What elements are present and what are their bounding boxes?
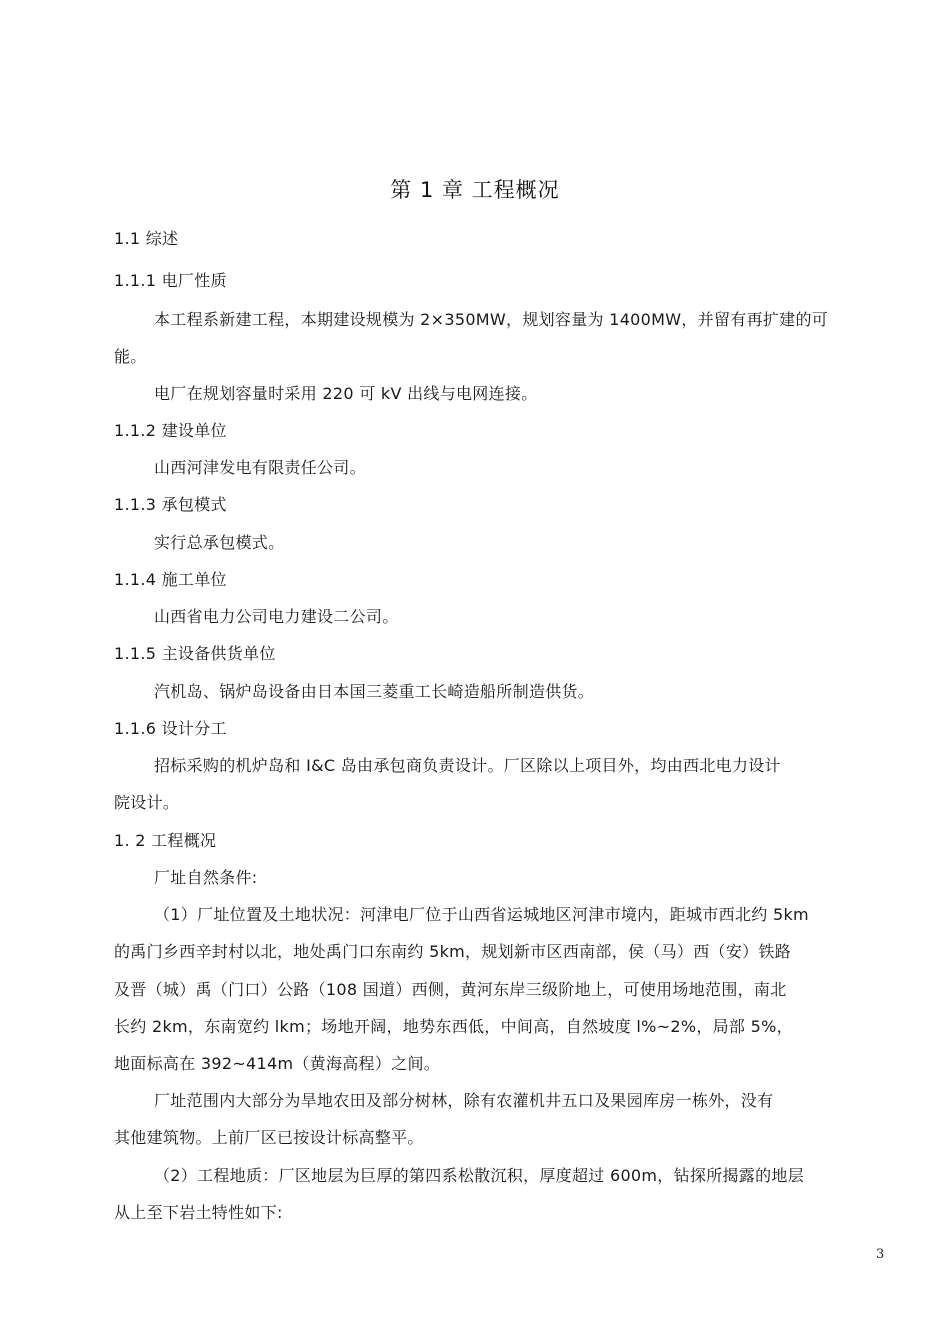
paragraph-line: 的禹门乡西辛封村以北，地处禹门口东南约 5km，规划新市区西南部，侯（马）西（安）铁路 <box>114 942 792 961</box>
paragraph-line: 山西省电力公司电力建设二公司。 <box>154 607 399 626</box>
paragraph-line: 其他建筑物。上前厂区已按设计标高整平。 <box>114 1128 424 1147</box>
paragraph-line: 从上至下岩土特性如下: <box>114 1203 283 1222</box>
paragraph-line: 及晋（城）禹（门口）公路（108 国道）西侧，黄河东岸三级阶地上，可使用场地范围，南北 <box>114 980 787 999</box>
page-number: 3 <box>876 1247 885 1262</box>
paragraph-line: 能。 <box>114 347 147 366</box>
chapter-title: 第 1 章 工程概况 <box>390 178 560 202</box>
section-heading: 1.1 综述 <box>114 229 179 248</box>
subsection-heading: 1.1.2 建设单位 <box>114 421 227 440</box>
paragraph-line: （2）工程地质：厂区地层为巨厚的第四系松散沉积，厚度超过 600m，钻探所揭露的地层 <box>154 1166 804 1185</box>
subsection-heading: 1.1.4 施工单位 <box>114 570 227 589</box>
section-heading: 1. 2 工程概况 <box>114 831 217 850</box>
paragraph-line: 实行总承包模式。 <box>154 533 285 552</box>
subsection-heading: 1.1.3 承包模式 <box>114 495 227 514</box>
paragraph-line: 地面标高在 392~414m（黄海高程）之间。 <box>114 1054 441 1073</box>
subsection-heading: 1.1.6 设计分工 <box>114 719 227 738</box>
paragraph-line: 院设计。 <box>114 793 180 812</box>
subsection-heading: 1.1.5 主设备供货单位 <box>114 644 276 663</box>
paragraph-line: 山西河津发电有限责任公司。 <box>154 458 366 477</box>
paragraph-line: 厂址范围内大部分为旱地农田及部分树林，除有农灌机井五口及果园库房一栋外，没有 <box>154 1091 774 1110</box>
paragraph-line: 招标采购的机炉岛和 I&C 岛由承包商负责设计。厂区除以上项目外，均由西北电力设计 <box>154 756 781 775</box>
paragraph-line: 厂址自然条件: <box>154 868 258 887</box>
subsection-heading: 1.1.1 电厂性质 <box>114 271 227 290</box>
paragraph-line: （1）厂址位置及土地状况：河津电厂位于山西省运城地区河津市境内，距城市西北约 5km <box>154 905 809 924</box>
paragraph-line: 电厂在规划容量时采用 220 可 kV 出线与电网连接。 <box>154 384 538 403</box>
paragraph-line: 长约 2km，东南宽约 lkm；场地开阔，地势东西低，中间高，自然坡度 l%~2%，局部 5%， <box>114 1017 793 1036</box>
paragraph-line: 本工程系新建工程，本期建设规模为 2×350MW，规划容量为 1400MW，并留有再扩建的可 <box>154 310 829 329</box>
paragraph-line: 汽机岛、锅炉岛设备由日本国三菱重工长崎造船所制造供货。 <box>154 682 595 701</box>
